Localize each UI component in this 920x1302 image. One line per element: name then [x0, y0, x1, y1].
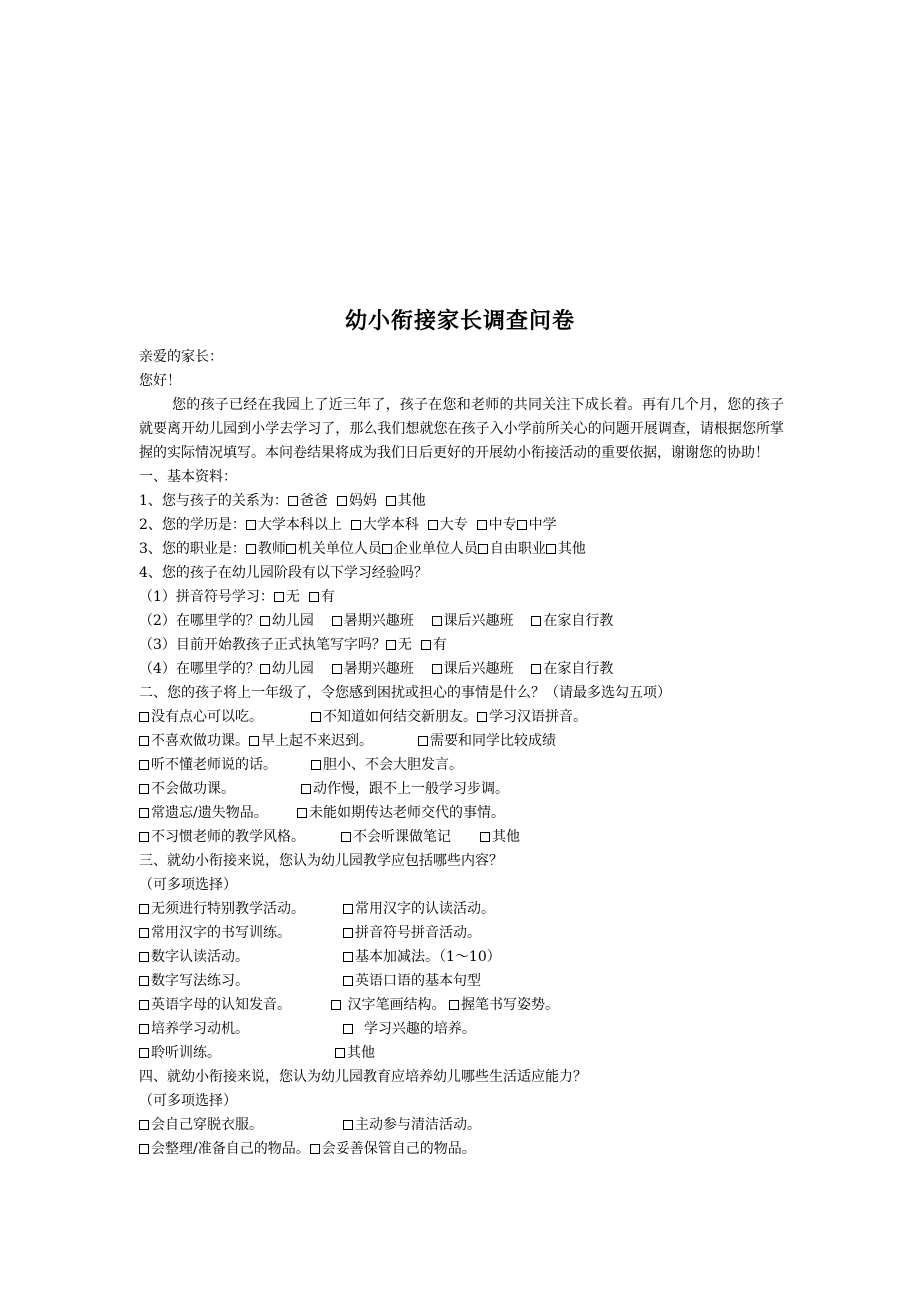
option-number-writing[interactable]: 数字写法练习。: [139, 969, 343, 993]
question-4-sub-2: （2）在哪里学的？ 幼儿园 暑期兴趣班 课后兴趣班 在家自行教: [139, 609, 784, 633]
content-row: [139, 897, 784, 921]
section4-note: （可多项选择）: [139, 1093, 237, 1109]
checkbox-icon[interactable]: [139, 832, 149, 842]
question-3-label: 3、您的职业是：: [139, 541, 246, 557]
question-1-label: 1、您与孩子的关系为：: [139, 493, 288, 509]
option-fail-to-relay[interactable]: 未能如期传达老师交代的事情。: [297, 801, 505, 825]
option-home-teaching[interactable]: 在家自行教: [531, 609, 613, 633]
option-technical[interactable]: 中专: [477, 513, 517, 537]
option-late-morning[interactable]: 早上起不来迟到。: [249, 729, 418, 753]
checkbox-icon[interactable]: [343, 952, 353, 962]
checkbox-icon[interactable]: [351, 520, 361, 530]
ability-row: [139, 1137, 784, 1161]
option-learning-interest[interactable]: 学习兴趣的培养。: [343, 1017, 476, 1041]
option-above-bachelor[interactable]: 大学本科以上: [246, 513, 342, 537]
content-row: [139, 1041, 784, 1065]
question-4-sub-1: （1）拼音符号学习： 无 有: [139, 585, 784, 609]
checkbox-icon[interactable]: [274, 592, 284, 602]
option-yes[interactable]: 有: [309, 585, 335, 609]
checkbox-icon[interactable]: [139, 784, 149, 794]
option-summer-class[interactable]: 暑期兴趣班: [332, 657, 414, 681]
option-no-special-teaching[interactable]: 无须进行特别教学活动。: [139, 897, 343, 921]
option-teacher[interactable]: 教师: [246, 537, 286, 561]
option-high-school[interactable]: 中学: [517, 513, 557, 537]
checkbox-icon[interactable]: [449, 1000, 459, 1010]
worry-row: [139, 753, 784, 777]
checkbox-icon[interactable]: [432, 616, 442, 626]
option-note-taking[interactable]: 不会听课做笔记: [341, 825, 480, 849]
checkbox-icon[interactable]: [382, 544, 392, 554]
checkbox-icon[interactable]: [249, 736, 259, 746]
checkbox-icon[interactable]: [477, 520, 487, 530]
checkbox-icon[interactable]: [139, 928, 149, 938]
content-row: [139, 1017, 784, 1041]
option-dislike-homework[interactable]: 不喜欢做功课。: [139, 729, 249, 753]
checkbox-icon[interactable]: [139, 712, 149, 722]
option-cannot-do-homework[interactable]: 不会做功课。: [139, 777, 301, 801]
checkbox-icon[interactable]: [139, 904, 149, 914]
checkbox-icon[interactable]: [297, 808, 307, 818]
checkbox-icon[interactable]: [139, 1000, 149, 1010]
checkbox-icon[interactable]: [286, 544, 296, 554]
option-keep-items[interactable]: 会妥善保管自己的物品。: [310, 1137, 476, 1161]
checkbox-icon[interactable]: [246, 520, 256, 530]
checkbox-icon[interactable]: [139, 736, 149, 746]
option-no[interactable]: 无: [274, 585, 300, 609]
option-english-sentences[interactable]: 英语口语的基本句型: [343, 969, 481, 993]
checkbox-icon[interactable]: [311, 712, 321, 722]
checkbox-icon[interactable]: [331, 1000, 341, 1010]
checkbox-icon[interactable]: [343, 1024, 353, 1034]
option-after-school-class[interactable]: 课后兴趣班: [432, 657, 514, 681]
option-bachelor[interactable]: 大学本科: [351, 513, 419, 537]
content-row: [139, 993, 784, 1017]
checkbox-icon[interactable]: [332, 664, 342, 674]
checkbox-icon[interactable]: [337, 496, 347, 506]
option-number-reading[interactable]: 数字认读活动。: [139, 945, 343, 969]
checkbox-icon[interactable]: [343, 1120, 353, 1130]
checkbox-icon[interactable]: [139, 976, 149, 986]
section2-heading: 二、您的孩子将上一年级了，令您感到困扰或担心的事情是什么？（请最多选勾五项）: [139, 685, 671, 701]
checkbox-icon[interactable]: [341, 832, 351, 842]
option-learning-motivation[interactable]: 培养学习动机。: [139, 1017, 343, 1041]
checkbox-icon[interactable]: [477, 712, 487, 722]
checkbox-icon[interactable]: [343, 928, 353, 938]
option-mother[interactable]: 妈妈: [337, 489, 377, 513]
worry-row: [139, 825, 784, 849]
checkbox-icon[interactable]: [139, 1144, 149, 1154]
option-kindergarten[interactable]: 幼儿园: [260, 609, 314, 633]
checkbox-icon[interactable]: [531, 616, 541, 626]
checkbox-icon[interactable]: [343, 904, 353, 914]
option-basic-arithmetic[interactable]: 基本加减法。（1～10）: [343, 945, 501, 969]
intro-paragraph: 您的孩子已经在我园上了近三年了，孩子在您和老师的共同关注下成长着。再有几个月，您的孩子就要离开幼儿园到小学去学习了，那么我们想就您在孩子入小学前所关心的问题开展调查，请根据您所掌握的实际情况填写。本问卷结果将成为我们日后更好的开展幼小衔接活动的重要依据，谢谢您的协助！: [139, 397, 784, 461]
option-father[interactable]: 爸爸: [288, 489, 328, 513]
option-no[interactable]: 无: [386, 633, 412, 657]
checkbox-icon[interactable]: [478, 544, 488, 554]
section3-note: （可多项选择）: [139, 877, 237, 893]
option-content-other[interactable]: 其他: [335, 1041, 375, 1065]
checkbox-icon[interactable]: [311, 760, 321, 770]
question-2: [139, 513, 784, 537]
salutation: 亲爱的家长：: [139, 349, 223, 365]
checkbox-icon[interactable]: [260, 616, 270, 626]
checkbox-icon[interactable]: [531, 664, 541, 674]
question-1: [139, 489, 784, 513]
option-cleaning-activity[interactable]: 主动参与清洁活动。: [343, 1113, 481, 1137]
worry-row: [139, 705, 784, 729]
section1-heading: 一、基本资料：: [139, 469, 237, 485]
checkbox-icon[interactable]: [386, 496, 396, 506]
option-government[interactable]: 机关单位人员: [286, 537, 382, 561]
checkbox-icon[interactable]: [301, 784, 311, 794]
greeting: 您好！: [139, 373, 181, 389]
worry-row: [139, 777, 784, 801]
option-worry-other[interactable]: 其他: [480, 825, 520, 849]
checkbox-icon[interactable]: [428, 520, 438, 530]
checkbox-icon[interactable]: [310, 1144, 320, 1154]
option-no-snack[interactable]: 没有点心可以吃。: [139, 705, 311, 729]
option-home-teaching[interactable]: 在家自行教: [531, 657, 613, 681]
option-learning-pinyin[interactable]: 学习汉语拼音。: [477, 705, 587, 729]
option-teaching-style[interactable]: 不习惯老师的教学风格。: [139, 825, 341, 849]
worry-row: [139, 801, 784, 825]
checkbox-icon[interactable]: [139, 1024, 149, 1034]
checkbox-icon[interactable]: [480, 832, 490, 842]
checkbox-icon[interactable]: [418, 736, 428, 746]
option-forget-items[interactable]: 常遗忘/遗失物品。: [139, 801, 297, 825]
option-pen-posture[interactable]: 握笔书写姿势。: [449, 993, 559, 1017]
checkbox-icon[interactable]: [139, 808, 149, 818]
checkbox-icon[interactable]: [139, 952, 149, 962]
option-making-friends[interactable]: 不知道如何结交新朋友。: [311, 705, 477, 729]
option-english-letters[interactable]: 英语字母的认知发音。: [139, 993, 331, 1017]
checkbox-icon[interactable]: [246, 544, 256, 554]
section4-heading: 四、就幼小衔接来说，您认为幼儿园教育应培养幼儿哪些生活适应能力？: [139, 1069, 587, 1085]
content-row: [139, 921, 784, 945]
question-3: [139, 537, 784, 561]
question-4-label: 4、您的孩子在幼儿园阶段有以下学习经验吗？: [139, 565, 428, 581]
checkbox-icon[interactable]: [309, 592, 319, 602]
question-4-sub-3: （3）目前开始教孩子正式执笔写字吗？ 无 有: [139, 633, 784, 657]
option-dress-self[interactable]: 会自己穿脱衣服。: [139, 1113, 343, 1137]
option-character-writing[interactable]: 常用汉字的书写训练。: [139, 921, 343, 945]
option-after-school-class[interactable]: 课后兴趣班: [432, 609, 514, 633]
content-row: [139, 945, 784, 969]
checkbox-icon[interactable]: [421, 640, 431, 650]
option-other[interactable]: 其他: [386, 489, 426, 513]
checkbox-icon[interactable]: [335, 1048, 345, 1058]
page-title: 幼小衔接家长调查问卷: [344, 309, 575, 334]
ability-row: [139, 1113, 784, 1137]
checkbox-icon[interactable]: [386, 640, 396, 650]
checkbox-icon[interactable]: [332, 616, 342, 626]
option-yes[interactable]: 有: [421, 633, 447, 657]
option-job-other[interactable]: 其他: [546, 537, 586, 561]
checkbox-icon[interactable]: [432, 664, 442, 674]
option-freelance[interactable]: 自由职业: [478, 537, 546, 561]
section3-heading: 三、就幼小衔接来说，您认为幼儿园教学应包括哪些内容？: [139, 853, 503, 869]
checkbox-icon[interactable]: [288, 496, 298, 506]
option-listening-training[interactable]: 聆听训练。: [139, 1041, 335, 1065]
checkbox-icon[interactable]: [260, 664, 270, 674]
checkbox-icon[interactable]: [139, 1120, 149, 1130]
option-kindergarten[interactable]: 幼儿园: [260, 657, 314, 681]
checkbox-icon[interactable]: [546, 544, 556, 554]
question-4-sub-4: （4）在哪里学的？ 幼儿园 暑期兴趣班 课后兴趣班 在家自行教: [139, 657, 784, 681]
worry-row: [139, 729, 784, 753]
option-enterprise[interactable]: 企业单位人员: [382, 537, 478, 561]
option-not-understand-teacher[interactable]: 听不懂老师说的话。: [139, 753, 311, 777]
survey-body: [139, 345, 784, 1161]
option-organize-items[interactable]: 会整理/准备自己的物品。: [139, 1137, 310, 1161]
checkbox-icon[interactable]: [343, 976, 353, 986]
checkbox-icon[interactable]: [517, 520, 527, 530]
option-character-reading[interactable]: 常用汉字的认读活动。: [343, 897, 495, 921]
checkbox-icon[interactable]: [139, 760, 149, 770]
checkbox-icon[interactable]: [139, 1048, 149, 1058]
option-college[interactable]: 大专: [428, 513, 468, 537]
option-slow-pace[interactable]: 动作慢，跟不上一般学习步调。: [301, 777, 509, 801]
option-summer-class[interactable]: 暑期兴趣班: [332, 609, 414, 633]
option-stroke-structure[interactable]: 汉字笔画结构。: [331, 993, 449, 1017]
option-pinyin-activity[interactable]: 拼音符号拼音活动。: [343, 921, 481, 945]
option-compare-grades[interactable]: 需要和同学比较成绩: [418, 729, 556, 753]
question-2-label: 2、您的学历是：: [139, 517, 246, 533]
content-row: [139, 969, 784, 993]
option-timid[interactable]: 胆小、不会大胆发言。: [311, 753, 463, 777]
